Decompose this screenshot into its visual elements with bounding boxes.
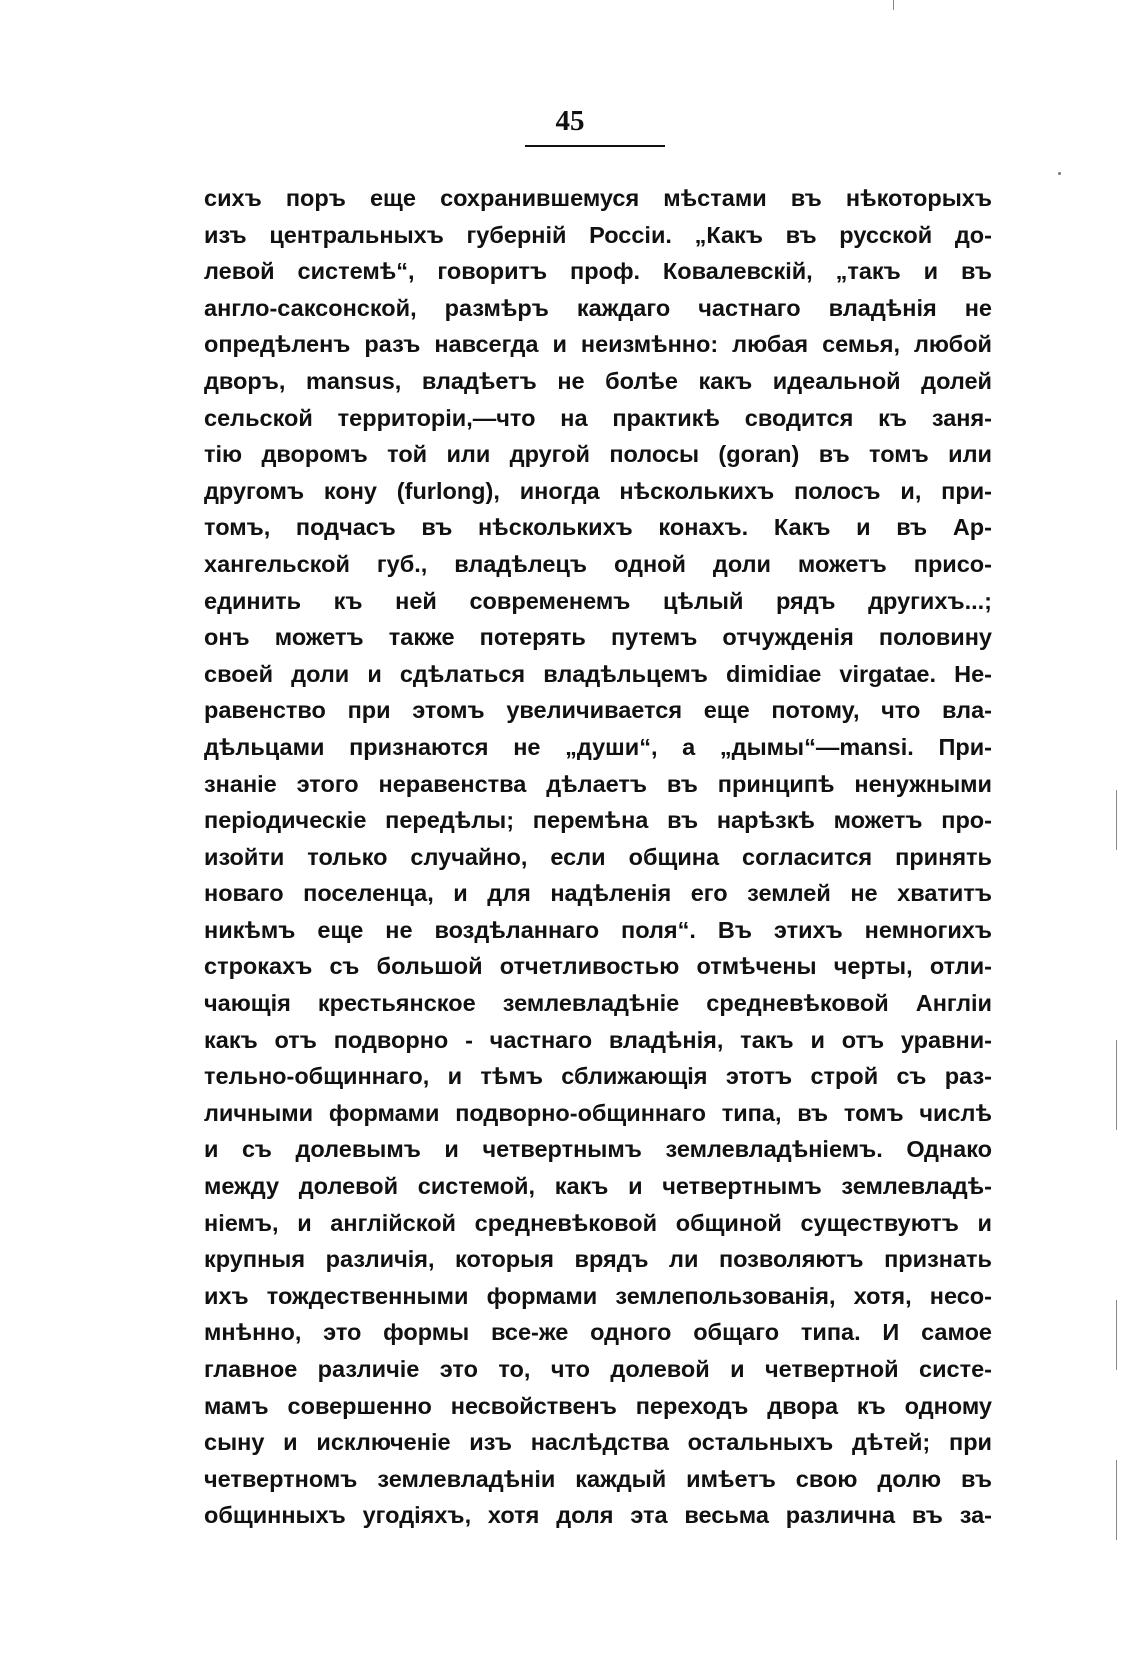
header-rule bbox=[525, 145, 665, 147]
text-line: дѣльцами признаются не „души“, а „дымы“—mansi. При- bbox=[204, 733, 992, 760]
text-line: опредѣленъ разъ навсегда и неизмѣнно: любая семья, любой bbox=[204, 331, 992, 358]
scan-speck bbox=[1058, 172, 1061, 175]
text-line: какъ отъ подворно - частнаго владѣнія, такъ и отъ уравни- bbox=[204, 1026, 992, 1053]
text-line: своей доли и сдѣлаться владѣльцемъ dimidiae virgatae. Не- bbox=[204, 660, 992, 687]
text-line: крупныя различія, которыя врядъ ли позволяютъ признать bbox=[204, 1246, 992, 1273]
text-line: знаніе этого неравенства дѣлаетъ въ принципѣ ненужными bbox=[204, 770, 992, 797]
text-line: ихъ тождественными формами землепользованія, хотя, несо- bbox=[204, 1282, 992, 1309]
text-line: мнѣнно, это формы все-же одного общаго типа. И самое bbox=[204, 1319, 992, 1346]
text-line: единить къ ней современемъ цѣлый рядъ другихъ...; bbox=[204, 587, 992, 614]
text-line: сыну и исключеніе изъ наслѣдства остальныхъ дѣтей; при bbox=[204, 1429, 992, 1456]
scan-edge-mark bbox=[1116, 1040, 1117, 1130]
text-line: англо-саксонской, размѣръ каждаго частнаго владѣнія не bbox=[204, 294, 992, 321]
text-line: и съ долевымъ и четвертнымъ землевладѣніемъ. Однако bbox=[204, 1136, 992, 1163]
text-line: тію дворомъ той или другой полосы (goran) въ томъ или bbox=[204, 441, 992, 468]
body-text bbox=[204, 180, 992, 1534]
text-line: томъ, подчасъ въ нѣсколькихъ конахъ. Какъ и въ Ар- bbox=[204, 514, 992, 541]
text-line: общинныхъ угодіяхъ, хотя доля эта весьма различна въ за- bbox=[204, 1502, 992, 1529]
text-line: періодическіе передѣлы; перемѣна въ нарѣзкѣ можетъ про- bbox=[204, 807, 992, 834]
text-line: чающія крестьянское землевладѣніе средневѣковой Англіи bbox=[204, 990, 992, 1017]
text-line: сельской территоріи,—что на практикѣ сводится къ заня- bbox=[204, 404, 992, 431]
text-line: мамъ совершенно несвойственъ переходъ двора къ одному bbox=[204, 1392, 992, 1419]
text-line: между долевой системой, какъ и четвертнымъ землевладѣ- bbox=[204, 1173, 992, 1200]
text-line: новаго поселенца, и для надѣленія его землей не хватитъ bbox=[204, 880, 992, 907]
text-line: строкахъ съ большой отчетливостью отмѣчены черты, отли- bbox=[204, 953, 992, 980]
text-line: хангельской губ., владѣлецъ одной доли можетъ присо- bbox=[204, 550, 992, 577]
text-line: сихъ поръ еще сохранившемуся мѣстами въ нѣкоторыхъ bbox=[204, 185, 992, 211]
text-line: главное различіе это то, что долевой и четвертной систе- bbox=[204, 1356, 992, 1382]
scan-mark-top bbox=[893, 0, 894, 10]
text-line: никѣмъ еще не воздѣланнаго поля“. Въ этихъ немногихъ bbox=[204, 916, 992, 943]
text-line: изъ центральныхъ губерній Россіи. „Какъ въ русской до- bbox=[204, 221, 992, 248]
scan-edge-mark bbox=[1116, 1460, 1117, 1540]
text-line: четвертномъ землевладѣніи каждый имѣетъ свою долю въ bbox=[204, 1465, 992, 1492]
text-line: дворъ, mansus, владѣетъ не болѣе какъ идеальной долей bbox=[204, 367, 992, 394]
text-line: левой системѣ“, говоритъ проф. Ковалевскій, „такъ и въ bbox=[204, 258, 992, 285]
text-line: изойти только случайно, если община согласится принять bbox=[204, 843, 992, 870]
text-line: ніемъ, и англійской средневѣковой общиной существуютъ и bbox=[204, 1209, 992, 1236]
text-line: тельно-общиннаго, и тѣмъ сближающія этотъ строй съ раз- bbox=[204, 1063, 992, 1090]
scan-edge-mark bbox=[1116, 790, 1117, 850]
text-line: равенство при этомъ увеличивается еще потому, что вла- bbox=[204, 697, 992, 724]
page-number: 45 bbox=[555, 105, 585, 137]
scan-edge-mark bbox=[1116, 1300, 1117, 1370]
text-line: онъ можетъ также потерять путемъ отчужденія половину bbox=[204, 624, 992, 651]
text-line: другомъ кону (furlong), иногда нѣсколькихъ полосъ и, при- bbox=[204, 477, 992, 504]
text-line: личными формами подворно-общиннаго типа, въ томъ числѣ bbox=[204, 1099, 992, 1126]
